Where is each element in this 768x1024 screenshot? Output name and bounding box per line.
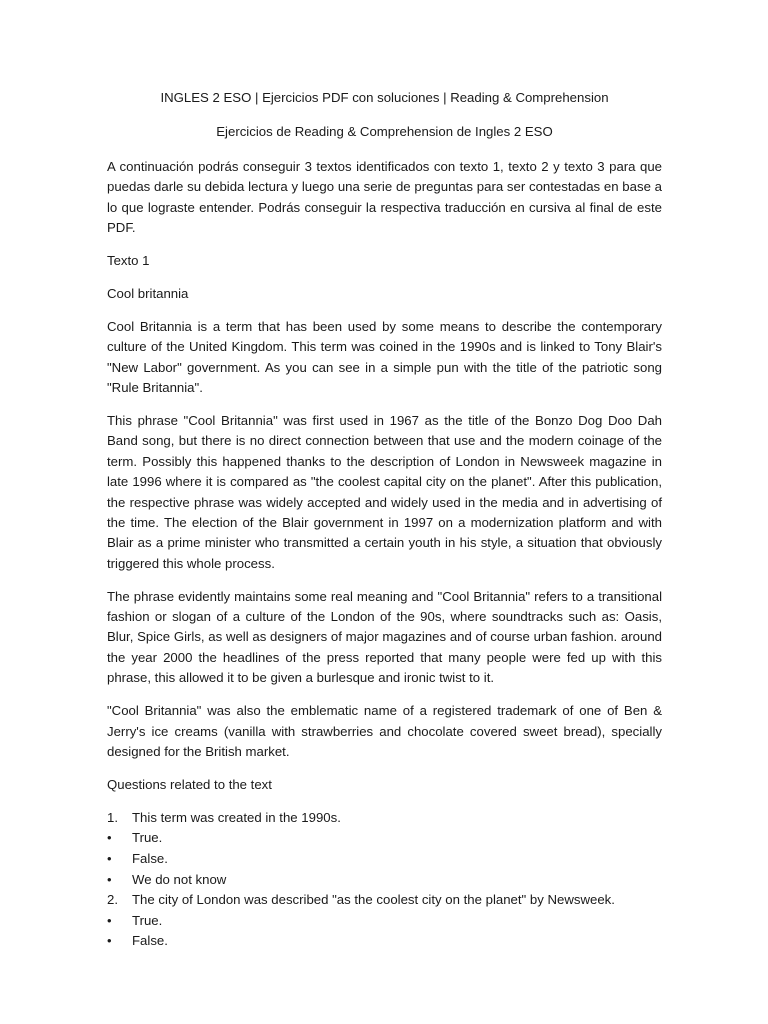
questions-heading: Questions related to the text (107, 776, 272, 792)
list-item-text: This term was created in the 1990s. (132, 809, 341, 825)
bullet-icon: • (107, 830, 112, 846)
list-item-text: False. (132, 850, 168, 866)
bullet-icon: • (107, 850, 112, 866)
body-paragraph: The phrase evidently maintains some real meaning and "Cool Britannia" refers to a transitional fashion or slogan of a culture of the London of the 90s, where soundtracks such as: Oasis, Blur, Spice Girls, as well as designers of major magazines and of course urban fashion. around the year 2000 the headlines of the press reported that many people were fed up with this phrase, this allowed it to be given a burlesque and ironic twist to it. (107, 588, 662, 686)
list-item (107, 870, 662, 891)
body-paragraph: This phrase "Cool Britannia" was first used in 1967 as the title of the Bonzo Dog Doo Dah Band song, but there is no direct connection between that use and the modern coinage of the term. Possibly this happened thanks to the description of London in Newsweek magazine in late 1996 where it is compared as "the coolest capital city on the planet". After this publication, the respective phrase was widely accepted and widely used in the media and in advertising of the time. The election of the Blair government in 1997 on a modernization platform and with Blair as a prime minister who transmitted a certain youth in his style, a situation that obviously triggered this whole process. (107, 412, 662, 571)
body-paragraph: Cool Britannia is a term that has been used by some means to describe the contemporary culture of the United Kingdom. This term was coined in the 1990s and is linked to Tony Blair's "New Labor" government. As you can see in a simple pun with the title of the patriotic song "Rule Britannia". (107, 318, 662, 395)
list-item (107, 890, 662, 911)
intro-paragraph: A continuación podrás conseguir 3 textos identificados con texto 1, texto 2 y texto 3 para que puedas darle su debida lectura y luego una serie de preguntas para ser contestadas en base a lo que lograste entender. Podrás conseguir la respectiva traducción en cursiva al final de este PDF. (107, 158, 662, 236)
document-subtitle: Ejercicios de Reading & Comprehension de Ingles 2 ESO (216, 124, 553, 140)
body-paragraph: "Cool Britannia" was also the emblematic name of a registered trademark of one of Ben & Jerry's ice creams (vanilla with strawberries and chocolate covered sweet bread), specially designed for the British market. (107, 703, 662, 759)
list-item-text: True. (132, 830, 163, 846)
questions-list (107, 808, 662, 952)
list-marker: 2. (107, 892, 118, 908)
list-item (107, 808, 662, 829)
list-item-text: The city of London was described "as the coolest city on the planet" by Newsweek. (132, 892, 615, 908)
document-page (107, 88, 662, 952)
list-item-text: We do not know (132, 871, 227, 887)
list-item (107, 911, 662, 932)
bullet-icon: • (107, 912, 112, 928)
list-item (107, 849, 662, 870)
bullet-icon: • (107, 933, 112, 949)
list-item (107, 931, 662, 952)
bullet-icon: • (107, 871, 112, 887)
document-title: INGLES 2 ESO | Ejercicios PDF con soluciones | Reading & Comprehension (160, 90, 609, 105)
text-label: Texto 1 (107, 252, 150, 268)
list-item-text: False. (132, 933, 168, 949)
list-item-text: True. (132, 912, 163, 928)
list-marker: 1. (107, 809, 118, 825)
list-item (107, 828, 662, 849)
text-title: Cool britannia (107, 285, 189, 301)
